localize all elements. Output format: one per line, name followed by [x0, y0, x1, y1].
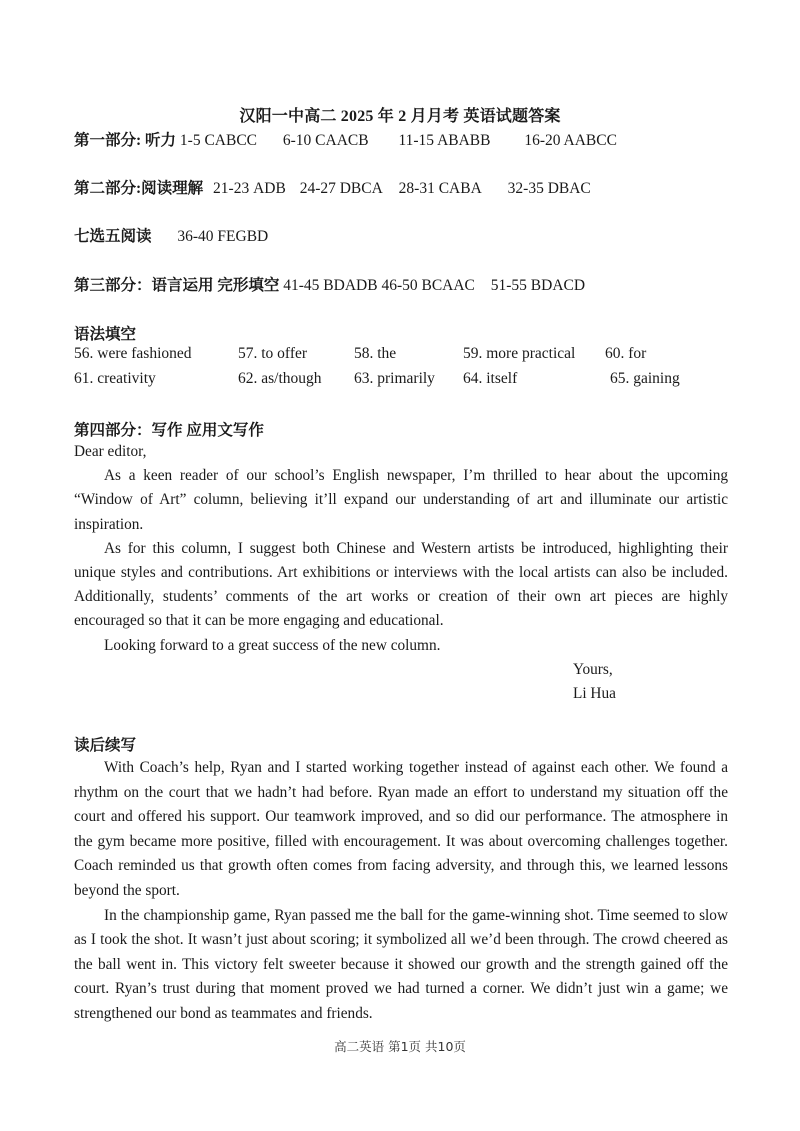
- part3-group: 51-55 BDACD: [490, 277, 586, 294]
- letter-paragraph: As a keen reader of our school’s English newspaper, I’m thrilled to hear about the upcoming “Window of Art” column, believing it’ll expand our understanding of art and illuminate our artistic inspiration.: [74, 467, 728, 533]
- part1-group: 1-5 CABCC: [179, 132, 258, 149]
- part1-listening-row: [74, 128, 617, 150]
- letter-paragraph: As for this column, I suggest both Chinese and Western artists be introduced, highlighting their unique styles and contributions. Art exhibitions or interviews with the local artists can also be included. Additionally, students’ comments of the art works or creation of their own art pieces are highly encouraged so that it can be more engaging and educational.: [74, 539, 728, 630]
- part1-group: 16-20 AABCC: [524, 132, 617, 149]
- grammar-answer: 63. primarily: [354, 370, 435, 387]
- seven-choose-five-answer: 36-40 FEGBD: [177, 228, 269, 245]
- grammar-answer: 57. to offer: [238, 345, 308, 362]
- grammar-answer: 61. creativity: [74, 370, 156, 387]
- seven-choose-five-label: 七选五阅读: [74, 228, 152, 245]
- seven-choose-five-row: [74, 224, 268, 246]
- page-footer: 高二英语 第1页 共10页: [334, 1039, 466, 1054]
- part3-group: 46-50 BCAAC: [381, 277, 475, 294]
- letter-paragraph: Looking forward to a great success of the new column.: [104, 636, 441, 654]
- practical-writing-letter: [74, 440, 728, 658]
- part4-writing-heading: 第四部分：写作 应用文写作: [74, 422, 264, 439]
- part3-language-row: [74, 273, 585, 295]
- part2-group: 32-35 DBAC: [507, 180, 591, 197]
- grammar-heading: 语法填空: [74, 326, 137, 343]
- letter-closing: Yours,: [573, 661, 613, 678]
- letter-salutation: Dear editor,: [74, 443, 147, 460]
- letter-signature: Li Hua: [573, 685, 616, 702]
- part2-group: 21-23 ADB: [213, 180, 286, 197]
- continuation-paragraph: With Coach’s help, Ryan and I started working together instead of against each other. We found a rhythm on the court that we hadn’t had before. Ryan made an effort to understand my situation off the court and offered his support. Our teamwork improved, and so did our performance. The atmosphere in the gym became more positive, filled with encouragement. It was about overcoming challenges together. Coach reminded us that growth often comes from facing adversity, and through this, we learned lessons beyond the sport.: [74, 759, 728, 899]
- grammar-answer: 65. gaining: [610, 370, 680, 387]
- part3-label: 第三部分：语言运用 完形填空: [74, 277, 280, 294]
- continuation-paragraph: In the championship game, Ryan passed me the ball for the game-winning shot. Time seemed to slow as I took the shot. It wasn’t just about scoring; it symbolized all we’d been through. The crowd cheered as the ball went in. This victory felt sweeter because it showed our growth and the strength gained off the court. Ryan’s trust during that moment proved we had turned a corner. We didn’t just win a game; we strengthened our bond as teammates and friends.: [74, 906, 728, 1022]
- continuation-essay: [74, 756, 728, 1027]
- grammar-answer: 62. as/though: [238, 370, 322, 387]
- grammar-row-1: [74, 345, 724, 365]
- part2-label: 第二部分:阅读理解: [74, 180, 204, 197]
- grammar-answer: 64. itself: [463, 370, 518, 387]
- grammar-answer: 58. the: [354, 345, 397, 362]
- document-title: 汉阳一中高二 2025 年 2 月月考 英语试题答案: [239, 108, 561, 125]
- grammar-row-2: [74, 370, 724, 390]
- part2-reading-row: [74, 176, 591, 198]
- part1-group: 6-10 CAACB: [282, 132, 369, 149]
- letter-signoff: [573, 658, 616, 706]
- grammar-answer: 60. for: [605, 345, 647, 362]
- continuation-heading: 读后续写: [74, 737, 137, 754]
- part1-group: 11-15 ABABB: [398, 132, 491, 149]
- grammar-answer: 56. were fashioned: [74, 345, 192, 362]
- grammar-answer: 59. more practical: [463, 345, 576, 362]
- part1-label: 第一部分: 听力: [74, 132, 177, 149]
- part2-group: 24-27 DBCA: [299, 180, 383, 197]
- part2-group: 28-31 CABA: [398, 180, 482, 197]
- part3-group: 41-45 BDADB: [283, 277, 378, 294]
